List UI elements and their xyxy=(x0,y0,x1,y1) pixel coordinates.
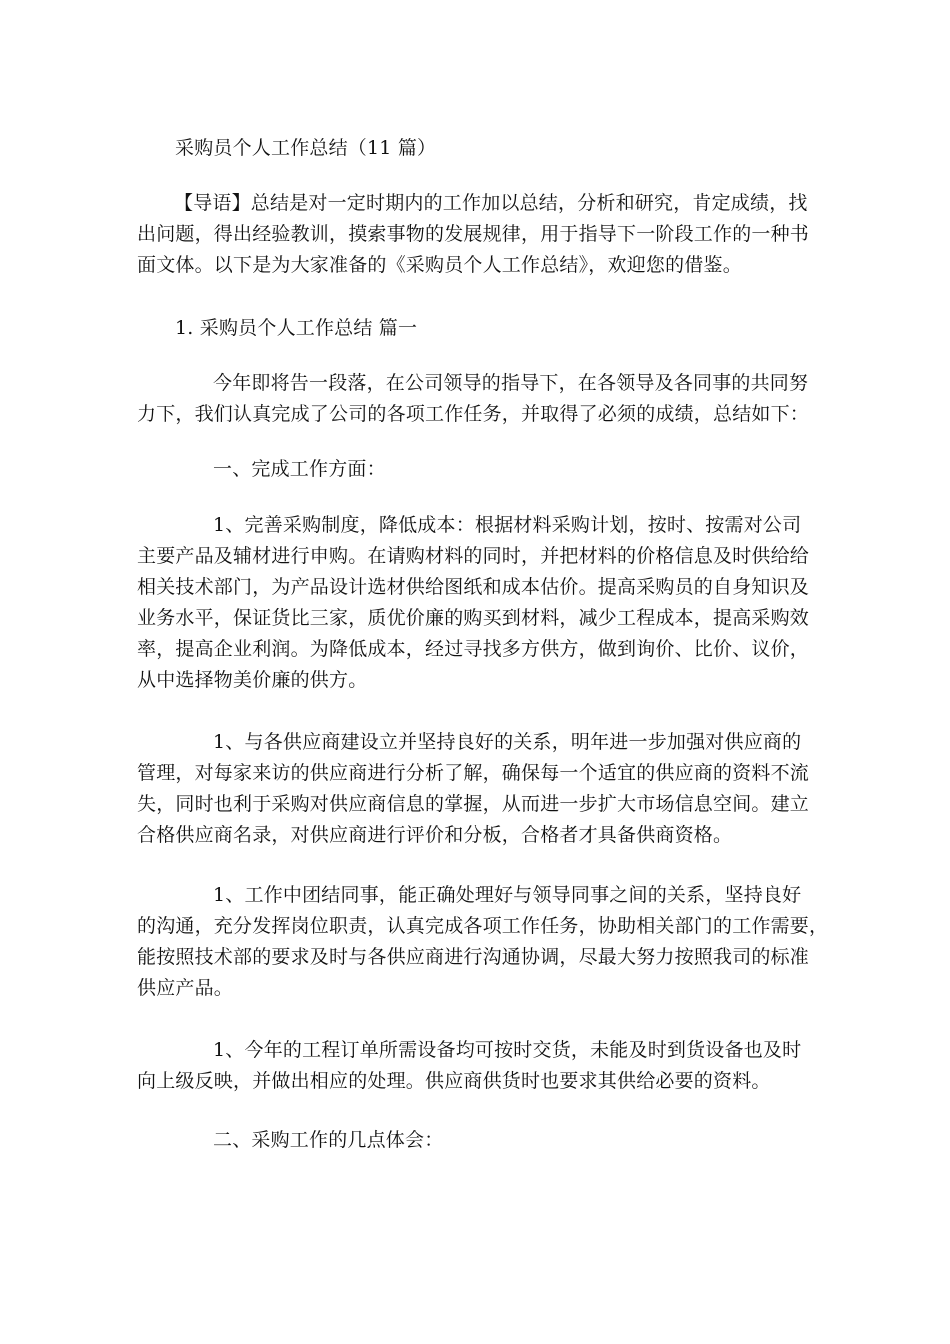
paragraph-item-3 xyxy=(137,880,829,1004)
paragraph-item-2 xyxy=(137,727,810,851)
intro-line: 出问题，得出经验教训，摸索事物的发展规律，用于指导下一阶段工作的一种书 xyxy=(137,223,810,245)
paragraph-line: 1、工作中团结同事，能正确处理好与领导同事之间的关系，坚持良好 xyxy=(213,884,802,906)
paragraph-line: 1、与各供应商建设立并坚持良好的关系，明年进一步加强对供应商的 xyxy=(213,731,802,753)
opening-paragraph xyxy=(137,368,810,430)
paragraph-line: 1、今年的工程订单所需设备均可按时交货，未能及时到货设备也及时 xyxy=(213,1039,802,1061)
paragraph-line: 的沟通，充分发挥岗位职责，认真完成各项工作任务，协助相关部门的工作需要， xyxy=(137,915,829,937)
intro-paragraph xyxy=(137,188,810,281)
paragraph-line: 合格供应商名录，对供应商进行评价和分板，合格者才具备供商资格。 xyxy=(137,824,733,846)
paragraph-line: 相关技术部门，为产品设计选材供给图纸和成本估价。提高采购员的自身知识及 xyxy=(137,576,810,598)
heading-work-completed: 一、完成工作方面： xyxy=(213,458,386,480)
paragraph-line: 向上级反映，并做出相应的处理。供应商供货时也要求其供给必要的资料。 xyxy=(137,1070,771,1092)
paragraph-line: 率，提高企业利润。为降低成本，经过寻找多方供方，做到询价、比价、议价， xyxy=(137,638,810,660)
paragraph-line: 从中选择物美价廉的供方。 xyxy=(137,669,368,691)
section-title: 1. 采购员个人工作总结 篇一 xyxy=(175,317,418,339)
paragraph-line: 1、完善采购制度，降低成本：根据材料采购计划，按时、按需对公司 xyxy=(213,514,802,536)
paragraph-line: 供应产品。 xyxy=(137,977,234,999)
paragraph-line: 主要产品及辅材进行申购。在请购材料的同时，并把材料的价格信息及时供给给 xyxy=(137,545,810,567)
paragraph-line: 管理，对每家来访的供应商进行分析了解，确保每一个适宜的供应商的资料不流 xyxy=(137,762,810,784)
paragraph-line: 业务水平，保证货比三家，质优价廉的购买到材料，减少工程成本，提高采购效 xyxy=(137,607,810,629)
paragraph-item-1 xyxy=(137,510,810,696)
document-title: 采购员个人工作总结（11 篇） xyxy=(175,137,437,159)
heading-experience: 二、采购工作的几点体会： xyxy=(213,1129,444,1151)
paragraph-line: 力下，我们认真完成了公司的各项工作任务，并取得了必须的成绩，总结如下： xyxy=(137,403,810,425)
intro-line: 【导语】总结是对一定时期内的工作加以总结，分析和研究，肯定成绩，找 xyxy=(174,192,808,214)
paragraph-line: 今年即将告一段落，在公司领导的指导下，在各领导及各同事的共同努 xyxy=(213,372,809,394)
paragraph-item-4 xyxy=(137,1035,807,1097)
paragraph-line: 能按照技术部的要求及时与各供应商进行沟通协调，尽最大努力按照我司的标准 xyxy=(137,946,810,968)
paragraph-line: 失，同时也利于采购对供应商信息的掌握，从而进一步扩大市场信息空间。建立 xyxy=(137,793,810,815)
intro-line: 面文体。以下是为大家准备的《采购员个人工作总结》，欢迎您的借鉴。 xyxy=(137,254,742,276)
